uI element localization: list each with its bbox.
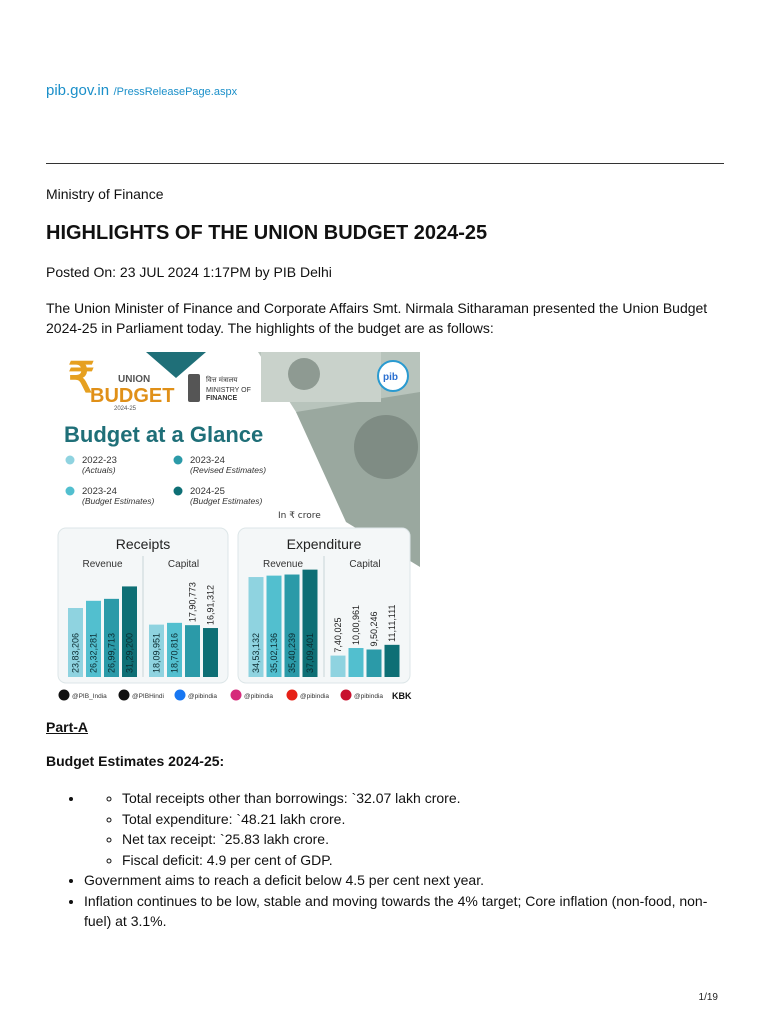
bar-value-label: 37,09,401	[305, 632, 315, 673]
sub-list-item: ◦ Fiscal deficit: 4.9 per cent of GDP.	[122, 850, 716, 871]
bar-value-label: 31,29,200	[124, 632, 135, 673]
group-label: Capital	[349, 559, 381, 570]
x-icon	[59, 690, 70, 701]
group-label: Revenue	[82, 559, 123, 570]
sub-list-item: ◦ Net tax receipt: `25.83 lakh crore.	[122, 829, 716, 850]
chart-legend	[66, 455, 267, 506]
bar-value-label: 35,02,136	[269, 632, 279, 673]
bar-value-label: 18,09,951	[151, 632, 162, 673]
ministry-line2: FINANCE	[206, 395, 238, 402]
source-host[interactable]: pib.gov.in	[46, 82, 110, 99]
bar-value-label: 18,70,816	[169, 632, 180, 673]
bar-value-label: 17,90,773	[187, 582, 198, 623]
bar-value-label: 11,11,111	[387, 604, 397, 642]
pib-label: pib	[383, 372, 398, 383]
bar-value-label: 9,50,246	[369, 611, 379, 647]
legend-year-3: 2023-24	[82, 486, 117, 497]
legend-type-2: (Revised Estimates)	[190, 465, 267, 475]
footer-handle-3: @pibindia	[188, 693, 218, 700]
chart-bar	[185, 625, 200, 677]
page-number: 1/19	[698, 992, 718, 1003]
infographic-heading: Budget at a Glance	[64, 422, 264, 447]
legend-swatch-1	[66, 456, 75, 465]
header-divider	[46, 163, 724, 164]
chart-bar	[349, 648, 364, 677]
part-a-heading: Part-A	[46, 719, 89, 735]
logo-year: 2024-25	[114, 406, 137, 412]
legend-swatch-4	[174, 487, 183, 496]
chart-bar	[331, 656, 346, 677]
footer-brand: KBK	[392, 691, 412, 701]
list-item: • Inflation continues to be low, stable and moving towards the 4% target; Core inflation (non-food, non-fuel) at 3.1%.	[84, 891, 716, 932]
group-label: Capital	[167, 559, 200, 570]
youtube-icon	[287, 690, 298, 701]
bar-value-label: 7,40,025	[333, 617, 343, 653]
source-path[interactable]: /PressReleasePage.aspx	[113, 86, 238, 98]
bar-value-label: 16,91,312	[205, 584, 216, 626]
svg-text:₹: ₹	[68, 356, 95, 402]
list-item: • Government aims to reach a deficit below 4.5 per cent next year.	[84, 870, 716, 891]
chart-bar	[367, 649, 382, 677]
bar-value-label: 34,53,132	[251, 632, 261, 673]
footer-handle-6: @pibindia	[354, 693, 384, 700]
chart-bar	[385, 645, 400, 677]
unit-label: In ₹ crore	[278, 511, 321, 521]
source-url[interactable]	[46, 82, 237, 100]
facebook-icon	[175, 690, 186, 701]
footer-handle-4: @pibindia	[244, 693, 274, 700]
sub-list-item: ◦ Total expenditure: `48.21 lakh crore.	[122, 809, 716, 830]
highlights-list	[46, 788, 716, 932]
legend-year-4: 2024-25	[190, 486, 225, 497]
legend-type-4: (Budget Estimates)	[190, 496, 263, 506]
list-item	[84, 788, 716, 870]
intro-paragraph: The Union Minister of Finance and Corporate Affairs Smt. Nirmala Sitharaman presented the Union Budget 2024-25 in Parliament today. The highlights of the budget are as follows:	[46, 300, 708, 336]
legend-swatch-3	[66, 487, 75, 496]
footer-handle-1: @PIB_India	[72, 693, 107, 700]
chart-title: Expenditure	[286, 536, 362, 552]
legend-year-2: 2023-24	[190, 455, 225, 466]
legend-swatch-2	[174, 456, 183, 465]
legend-type-3: (Budget Estimates)	[82, 496, 155, 506]
bar-value-label: 26,99,713	[106, 632, 117, 673]
bar-value-label: 23,83,206	[70, 632, 81, 673]
legend-year-1: 2022-23	[82, 455, 117, 466]
footer-handle-2: @PIBHindi	[132, 693, 164, 700]
instagram-icon	[231, 690, 242, 701]
budget-estimates-title: Budget Estimates 2024-25:	[46, 753, 225, 769]
bar-value-label: 10,00,961	[351, 604, 361, 646]
social-footer	[59, 690, 412, 702]
sub-list-item: ◦ • Total receipts other than borrowings: `32.07 lakh crore.	[122, 788, 716, 809]
legend-type-1: (Actuals)	[82, 465, 116, 475]
posted-info: Posted On: 23 JUL 2024 1:17PM by PIB Delhi	[46, 264, 332, 280]
union-budget-logo	[68, 356, 174, 412]
chart-title: Receipts	[115, 536, 171, 552]
bar-value-label: 26,32,281	[88, 632, 99, 673]
footer-handle-5: @pibindia	[300, 693, 330, 700]
x-icon	[119, 690, 130, 701]
pib-logo	[378, 361, 408, 391]
ministry-emblem	[188, 374, 251, 402]
chart-bar	[203, 628, 218, 677]
logo-budget: BUDGET	[90, 385, 175, 407]
logo-union: UNION	[118, 374, 151, 385]
bar-value-label: 35,40,239	[287, 632, 297, 673]
koo-icon	[341, 690, 352, 701]
page-title: HIGHLIGHTS OF THE UNION BUDGET 2024-25	[46, 222, 488, 244]
group-label: Revenue	[262, 559, 304, 570]
ministry-line1: MINISTRY OF	[206, 387, 251, 394]
budget-infographic	[46, 352, 420, 708]
ministry-label: Ministry of Finance	[46, 186, 164, 202]
ministry-hindi: वित्त मंत्रालय	[206, 376, 238, 384]
